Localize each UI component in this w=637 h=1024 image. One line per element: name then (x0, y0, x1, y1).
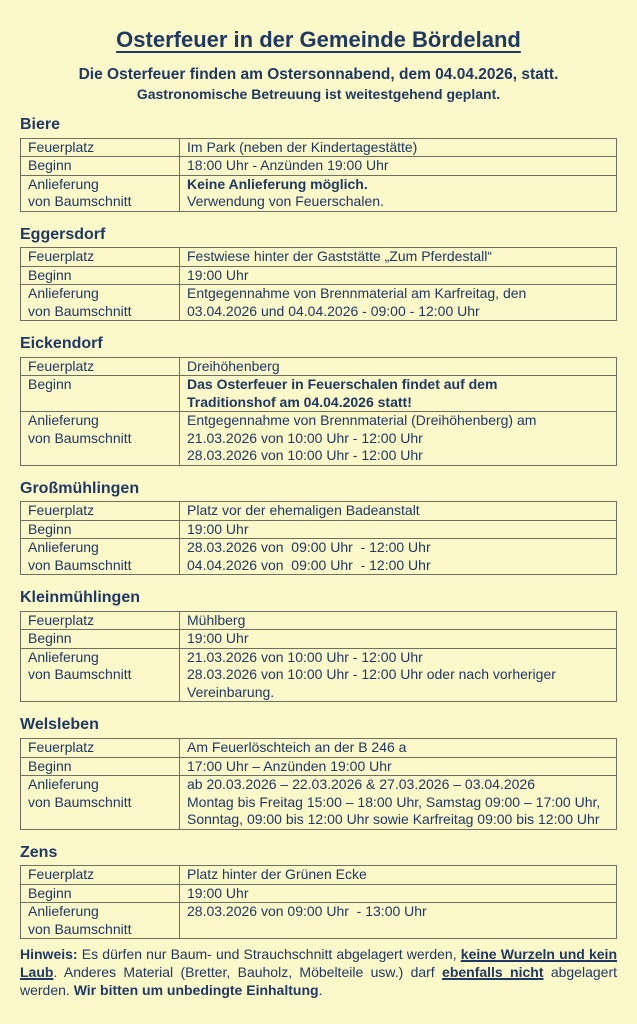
row-value (180, 175, 617, 211)
row-value (180, 376, 617, 412)
table-row (21, 520, 617, 539)
row-label: Feuerplatz (21, 866, 180, 885)
subtitle-date-line: Die Osterfeuer finden am Ostersonnabend, dem 04.04.2026, statt. (78, 66, 559, 83)
row-value-line: 04.04.2026 von 09:00 Uhr - 12:00 Uhr (187, 556, 431, 573)
section-heading: Welsleben (20, 716, 99, 734)
row-value-line: Das Osterfeuer in Feuerschalen findet auf dem (187, 376, 498, 393)
row-value-line: Entgegennahme von Brennmaterial (Dreihöhenberg) am (187, 412, 537, 429)
row-value-line: Festwiese hinter der Gaststätte „Zum Pferdestall“ (187, 248, 492, 265)
row-label: Feuerplatz (21, 611, 180, 630)
row-label: Anlieferung von Baumschnitt (21, 412, 180, 466)
table-row (21, 248, 617, 267)
footer-segment: abgelagert werden. (20, 964, 617, 999)
table-row (21, 757, 617, 776)
row-value (180, 285, 617, 321)
row-label: Feuerplatz (21, 248, 180, 267)
section-table (20, 611, 617, 703)
row-value-line: Am Feuerlöschteich an der B 246 a (187, 739, 407, 756)
footer-segment: keine Wurzeln und kein Laub (20, 946, 617, 981)
row-value-line: Keine Anlieferung möglich. (187, 175, 368, 192)
row-value (180, 757, 617, 776)
footer-segment: . (318, 982, 323, 999)
row-value (180, 611, 617, 630)
row-value-line: Traditionshof am 04.04.2026 statt! (187, 393, 412, 410)
table-row (21, 502, 617, 521)
row-value (180, 520, 617, 539)
table-row (21, 776, 617, 830)
row-value-line: 28.03.2026 von 10:00 Uhr - 12:00 Uhr (187, 447, 423, 464)
footer-segment: Es dürfen nur Baum- und Strauchschnitt abgelagert werden, (77, 946, 461, 963)
row-value (180, 648, 617, 702)
row-value-line: 19:00 Uhr (187, 630, 249, 647)
table-row (21, 539, 617, 575)
row-value (180, 412, 617, 466)
row-value-line: 03.04.2026 und 04.04.2026 - 09:00 - 12:00 Uhr (187, 302, 480, 319)
footer-segment: Hinweis: (20, 946, 78, 963)
table-row (21, 884, 617, 903)
footer-note (20, 945, 617, 999)
section-table (20, 138, 617, 212)
row-value-line: 21.03.2026 von 10:00 Uhr - 12:00 Uhr (187, 648, 423, 665)
row-value (180, 903, 617, 939)
row-label: Anlieferung von Baumschnitt (21, 539, 180, 575)
section-table (20, 865, 617, 939)
section-heading: Eggersdorf (20, 225, 106, 243)
section-heading: Großmühlingen (20, 479, 140, 497)
row-value (180, 502, 617, 521)
row-label: Anlieferung von Baumschnitt (21, 285, 180, 321)
row-value (180, 866, 617, 885)
section-table (20, 247, 617, 321)
table-row (21, 138, 617, 157)
table-row (21, 285, 617, 321)
row-value (180, 357, 617, 376)
row-label: Beginn (21, 757, 180, 776)
row-value (180, 739, 617, 758)
row-value (180, 248, 617, 267)
row-value-line: 28.03.2026 von 09:00 Uhr - 12:00 Uhr (187, 539, 431, 556)
row-label: Beginn (21, 376, 180, 412)
row-value (180, 630, 617, 649)
row-value-line: 19:00 Uhr (187, 266, 249, 283)
row-label: Feuerplatz (21, 502, 180, 521)
row-value-line: Platz vor der ehemaligen Badeanstalt (187, 502, 420, 519)
section-heading: Kleinmühlingen (20, 589, 140, 607)
row-value (180, 884, 617, 903)
table-row (21, 266, 617, 285)
table-row (21, 157, 617, 176)
row-value (180, 157, 617, 176)
section-heading: Biere (20, 116, 61, 133)
row-value-line: Platz hinter der Grünen Ecke (187, 866, 367, 883)
row-label: Anlieferung von Baumschnitt (21, 903, 180, 939)
row-label: Beginn (21, 520, 180, 539)
subtitle-gastro-line: Gastronomische Betreuung ist weitestgehend geplant. (136, 86, 501, 102)
row-value-line: Dreihöhenberg (187, 357, 280, 374)
row-value-line: 17:00 Uhr – Anzünden 19:00 Uhr (187, 757, 392, 774)
table-row (21, 630, 617, 649)
row-value (180, 539, 617, 575)
sections-container (20, 116, 617, 939)
section-table (20, 501, 617, 575)
table-row (21, 611, 617, 630)
table-row (21, 175, 617, 211)
row-value (180, 266, 617, 285)
table-row (21, 903, 617, 939)
row-value-line: 28.03.2026 von 10:00 Uhr - 12:00 Uhr oder nach vorheriger Vereinbarung. (187, 666, 560, 700)
table-row (21, 866, 617, 885)
row-value-line: 21.03.2026 von 10:00 Uhr - 12:00 Uhr (187, 429, 423, 446)
row-label: Beginn (21, 157, 180, 176)
section-heading: Zens (20, 843, 58, 861)
row-value (180, 138, 617, 157)
row-label: Anlieferung von Baumschnitt (21, 776, 180, 830)
footer-segment: . Anderes Material (Bretter, Bauholz, Möbelteile usw.) darf (53, 964, 443, 981)
section-heading: Eickendorf (20, 335, 103, 353)
row-label: Beginn (21, 884, 180, 903)
row-value-line: 28.03.2026 von 09:00 Uhr - 13:00 Uhr (187, 903, 427, 920)
section-table (20, 357, 617, 466)
table-row (21, 739, 617, 758)
row-label: Beginn (21, 266, 180, 285)
row-label: Feuerplatz (21, 138, 180, 157)
page-title: Osterfeuer in der Gemeinde Bördeland (116, 27, 521, 52)
table-row (21, 412, 617, 466)
footer-segment: Wir bitten um unbedingte Einhaltung (73, 982, 319, 999)
footer-segment: ebenfalls nicht (442, 964, 544, 981)
row-label: Beginn (21, 630, 180, 649)
row-value-line: 18:00 Uhr - Anzünden 19:00 Uhr (187, 157, 389, 174)
table-row (21, 376, 617, 412)
row-value-line: Mühlberg (187, 611, 246, 628)
row-value-line: Entgegennahme von Brennmaterial am Karfreitag, den (187, 285, 527, 302)
row-value-line: Montag bis Freitag 15:00 – 18:00 Uhr, Samstag 09:00 – 17:00 Uhr, Sonntag, 09:00 bis 12:00 Uhr sowie Karfreitag 09:00 bis 12:00 Uhr (187, 793, 605, 828)
row-label: Anlieferung von Baumschnitt (21, 648, 180, 702)
row-value-line: ab 20.03.2026 – 22.03.2026 & 27.03.2026 – 03.04.2026 (187, 776, 535, 793)
row-value-line: Verwendung von Feuerschalen. (187, 193, 384, 210)
row-label: Feuerplatz (21, 739, 180, 758)
section-table (20, 738, 617, 830)
row-label: Feuerplatz (21, 357, 180, 376)
row-label: Anlieferung von Baumschnitt (21, 175, 180, 211)
table-row (21, 357, 617, 376)
row-value (180, 776, 617, 830)
table-row (21, 648, 617, 702)
row-value-line: Im Park (neben der Kindertagestätte) (187, 138, 418, 155)
row-value-line: 19:00 Uhr (187, 520, 249, 537)
row-value-line: 19:00 Uhr (187, 884, 249, 901)
